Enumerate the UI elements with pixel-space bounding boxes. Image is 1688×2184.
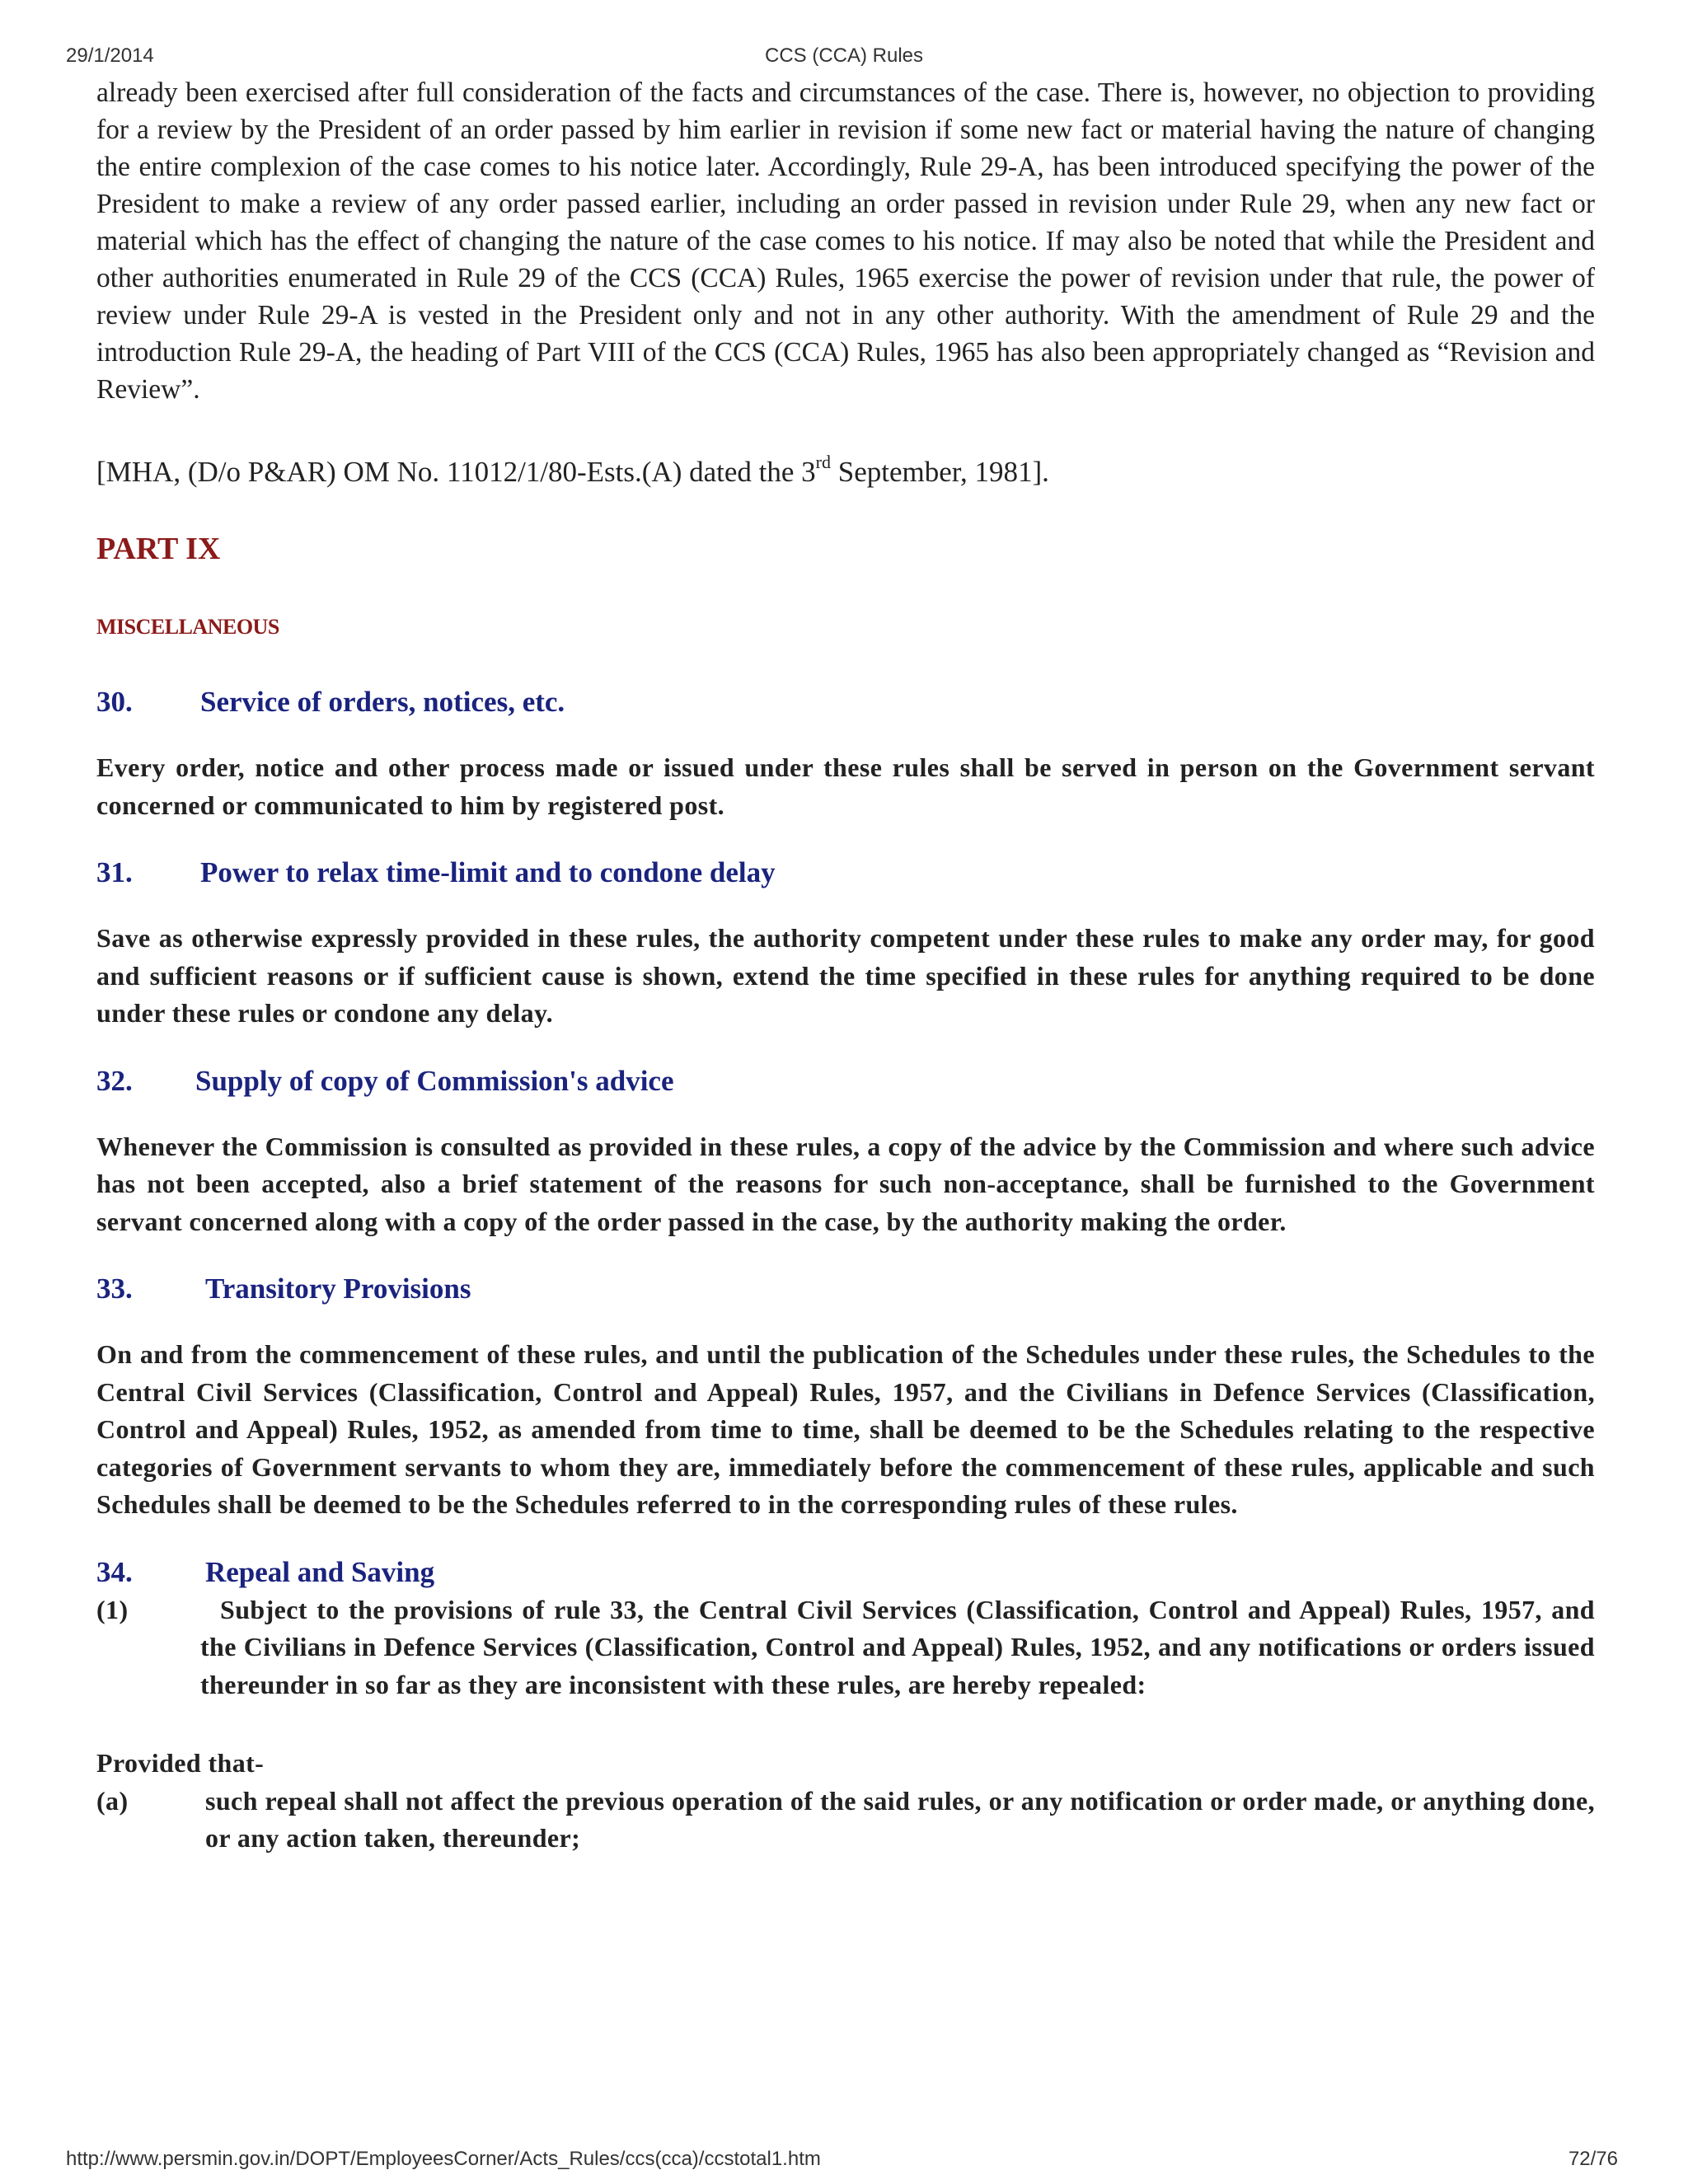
clause-1 <box>96 1591 1595 1704</box>
rule-title: Service of orders, notices, etc. <box>200 686 565 718</box>
rule-number: 34. <box>96 1555 133 1588</box>
clause-a <box>96 1783 1595 1858</box>
rule-number: 33. <box>96 1272 133 1305</box>
citation-text: [MHA, (D/o P&AR) OM No. 11012/1/80-Ests.(A) dated the 3 <box>96 456 816 488</box>
clause-text: Subject to the provisions of rule 33, the Central Civil Services (Classification, Control and Appeal) Rules, 1957, and the Civilians in Defence Services (Classification, Control and Appeal) Rules, 1952, and any notifications or orders issued thereunder in so far as they are inconsistent with these rules, are hereby repealed: <box>200 1594 1595 1699</box>
rule-title: Supply of copy of Commission's advice <box>195 1064 674 1097</box>
rule-body: On and from the commencement of these rules, and until the publication of the Schedules under these rules, the Schedules to the Central Civil Services (Classification, Control and Appeal) Rules, 1957, and the Civilians in Defence Services (Classification, Control and Appeal) Rules, 1952, as amended from time to time, shall be deemed to be the Schedules relating to the respective categories of Government servants to whom they are, immediately before the commencement of these rules, applicable and such Schedules shall be deemed to be the Schedules referred to in the corresponding rules of these rules. <box>96 1339 1595 1519</box>
rule-title: Power to relax time-limit and to condone delay <box>200 856 776 888</box>
rule-heading <box>96 854 1595 892</box>
document-body <box>96 74 1595 1858</box>
rule-body: Every order, notice and other process made or issued under these rules shall be served in person on the Government servant concerned or communicated to him by registered post. <box>96 752 1595 820</box>
header-title: CCS (CCA) Rules <box>764 45 924 67</box>
part-title: PART IX <box>96 532 221 566</box>
rule-heading <box>96 1554 1595 1591</box>
rule-body: Save as otherwise expressly provided in these rules, the authority competent under these rules to make any order may, for good and sufficient reasons or if sufficient cause is shown, extend the time specified in these rules for anything required to be done under these rules or condone any delay. <box>96 923 1595 1028</box>
rule-heading <box>96 683 1595 721</box>
citation-tail: September, 1981]. <box>831 456 1049 488</box>
clause-text: such repeal shall not affect the previous operation of the said rules, or any notification or order made, or anything done, or any action taken, thereunder; <box>205 1785 1595 1853</box>
header-date: 29/1/2014 <box>66 45 154 67</box>
footer-page-number: 72/76 <box>1568 2148 1618 2170</box>
rule-heading <box>96 1062 1595 1100</box>
rule-title: Repeal and Saving <box>205 1555 435 1588</box>
rule-number: 31. <box>96 856 133 888</box>
rule-heading <box>96 1270 1595 1308</box>
clause-label: (1) <box>96 1594 129 1624</box>
intro-paragraph: already been exercised after full consideration of the facts and circumstances of the case. There is, however, no objection to providing for a review by the President of an order passed by him earlier in revision if some new fact or material having the nature of changing the entire complexion of the case comes to his notice later. Accordingly, Rule 29-A, has been introduced specifying the power of the President to make a review of any order passed earlier, including an order passed in revision under Rule 29, when any new fact or material which has the effect of changing the nature of the case comes to his notice. If may also be noted that while the President and other authorities enumerated in Rule 29 of the CCS (CCA) Rules, 1965 exercise the power of revision under that rule, the power of review under Rule 29-A is vested in the President only and not in any other authority. With the amendment of Rule 29 and the introduction Rule 29-A, the heading of Part VIII of the CCS (CCA) Rules, 1965 has also been appropriately changed as “Revision and Review”. <box>96 77 1595 405</box>
rule-body: Whenever the Commission is consulted as provided in these rules, a copy of the advice by the Commission and where such advice has not been accepted, also a brief statement of the reasons for such non-acceptance, shall be furnished to the Government servant concerned along with a copy of the order passed in the case, by the authority making the order. <box>96 1131 1595 1236</box>
citation <box>96 452 1595 492</box>
part-subtitle: MISCELLANEOUS <box>96 615 279 639</box>
citation-superscript: rd <box>815 452 831 472</box>
proviso: Provided that- <box>96 1748 265 1778</box>
clause-label: (a) <box>96 1785 129 1816</box>
rule-number: 30. <box>96 686 133 718</box>
rule-number: 32. <box>96 1064 133 1097</box>
rule-title: Transitory Provisions <box>205 1272 471 1305</box>
footer-url-link[interactable]: http://www.persmin.gov.in/DOPT/EmployeesCorner/Acts_Rules/ccs(cca)/ccstotal1.htm <box>66 2148 821 2170</box>
